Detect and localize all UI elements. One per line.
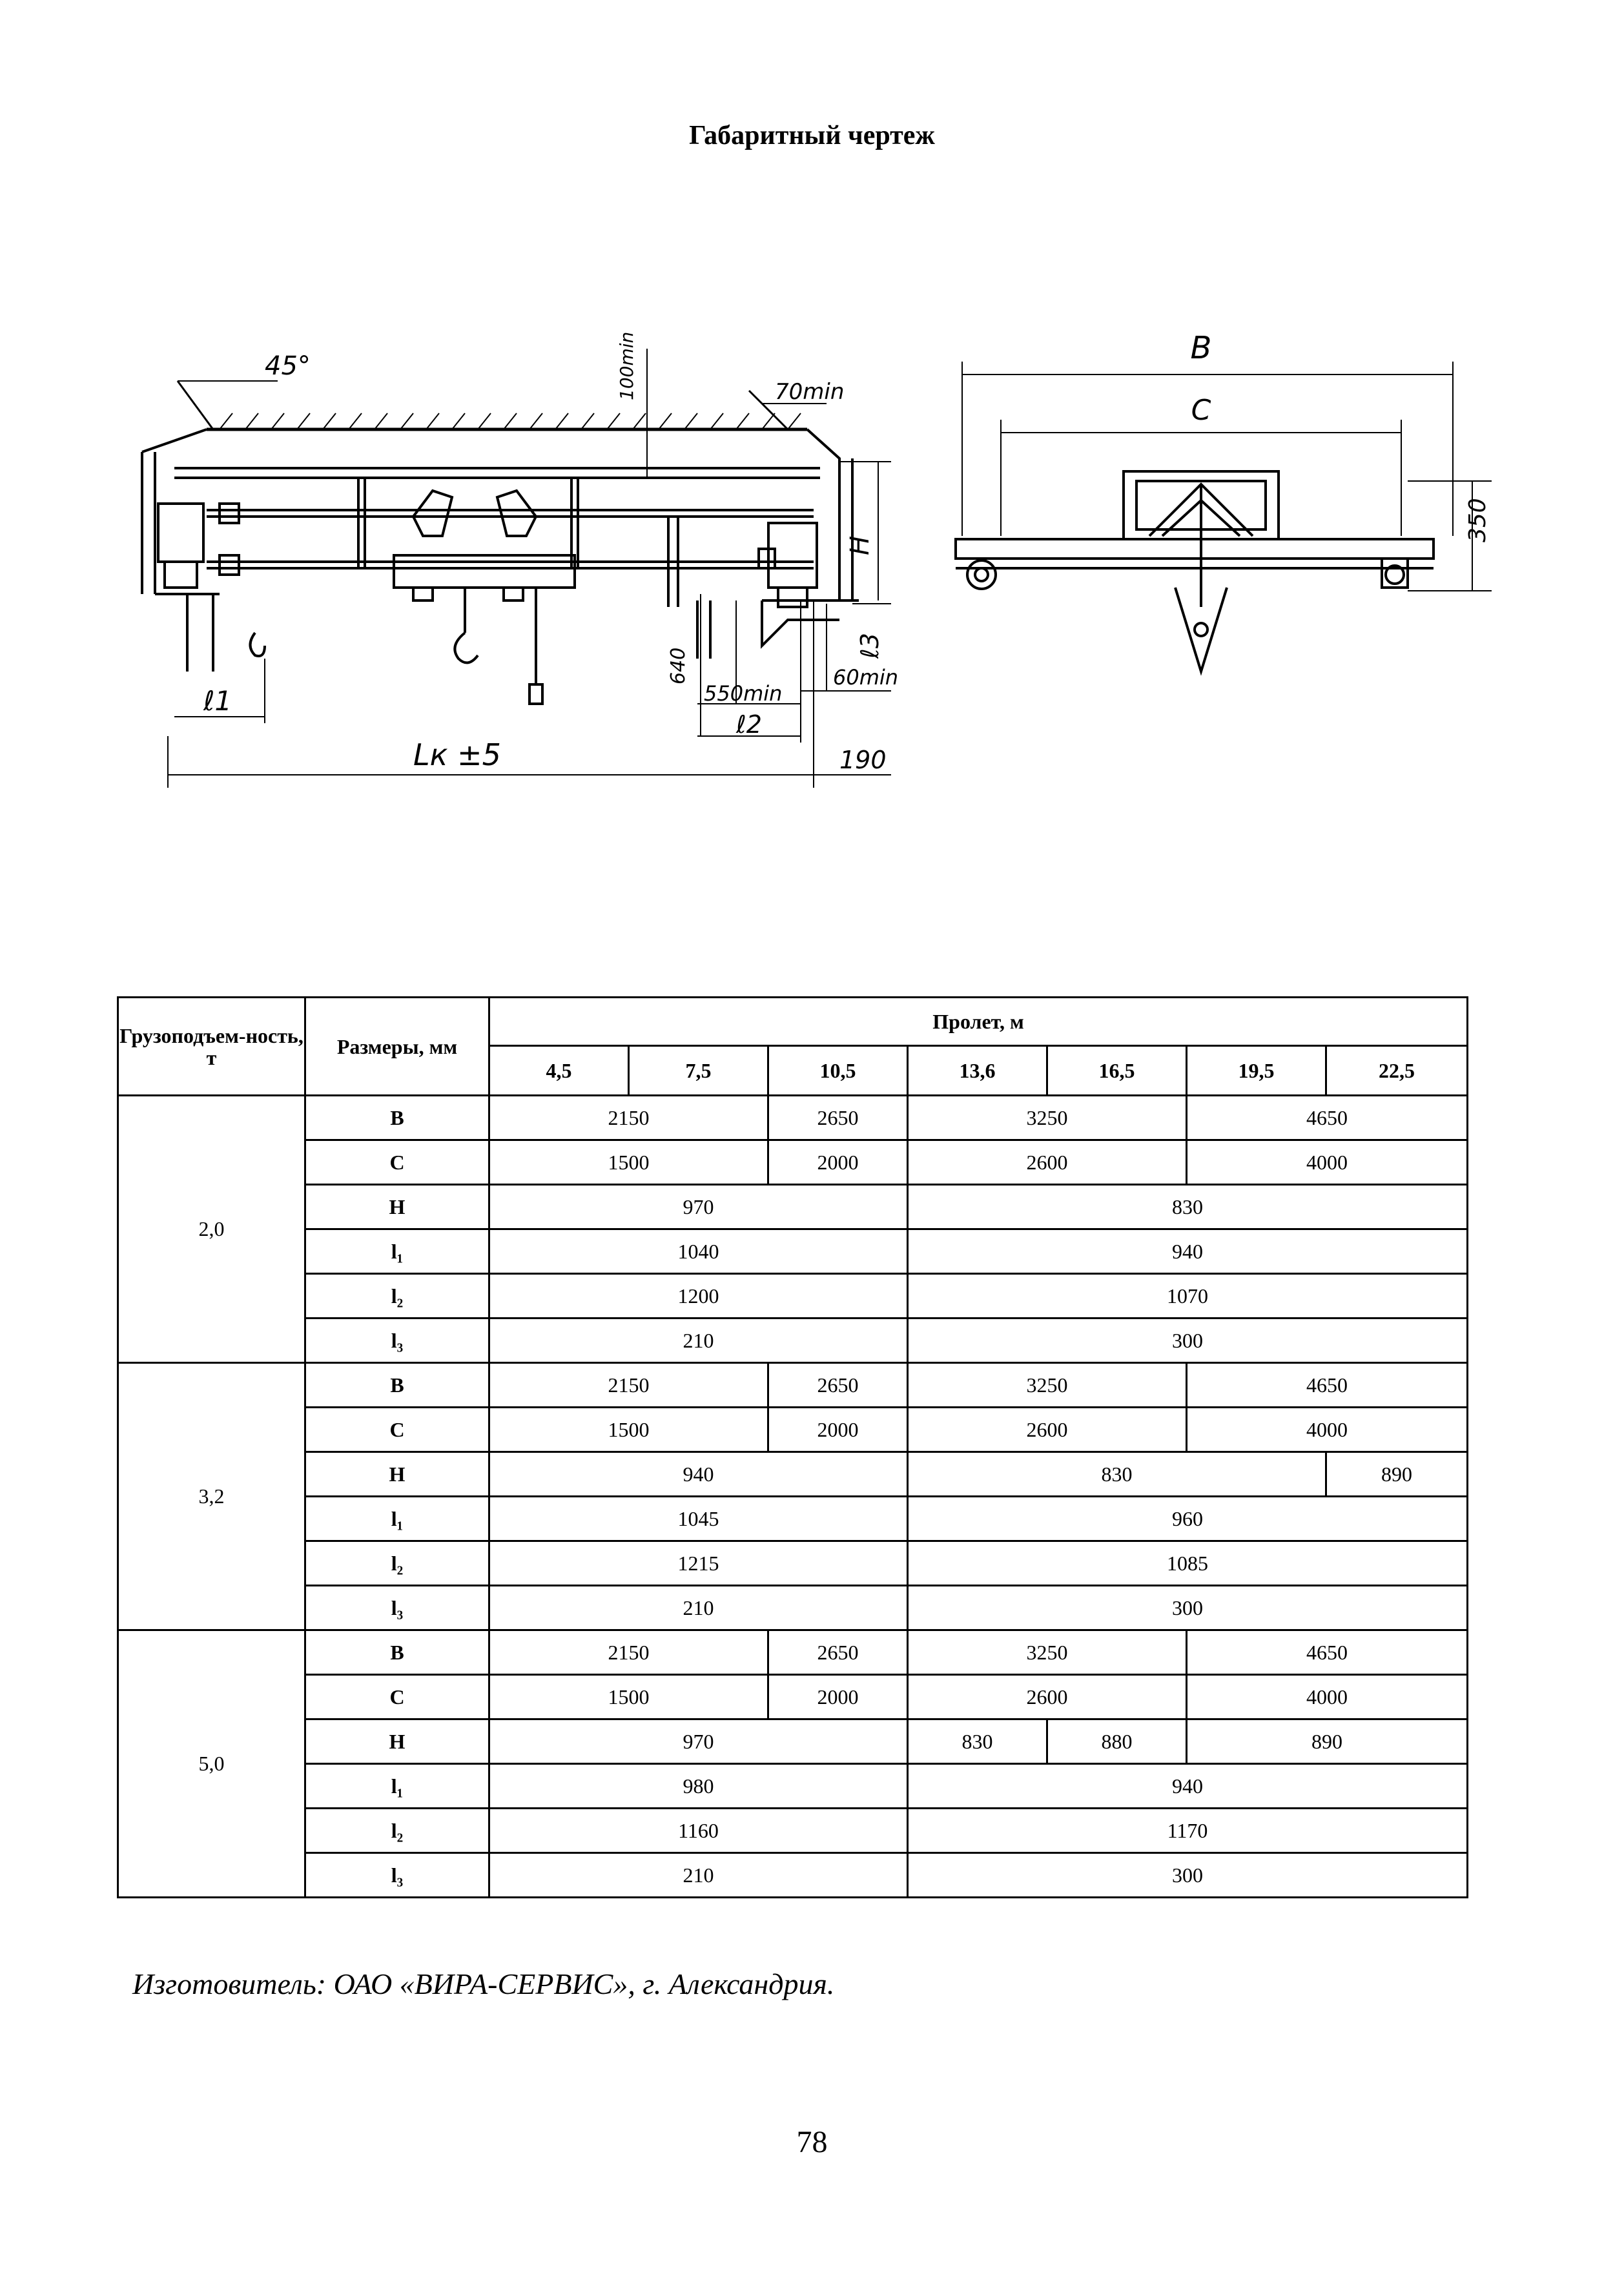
capacity-cell: 2,0 (118, 1096, 305, 1363)
dim-label: B (305, 1096, 489, 1140)
table-cell: 890 (1326, 1452, 1468, 1497)
table-cell: 300 (908, 1319, 1468, 1363)
angle-label: 45° (265, 351, 311, 381)
table-cell: 1045 (489, 1497, 908, 1541)
table-cell: 940 (489, 1452, 908, 1497)
table-cell: 1500 (489, 1408, 768, 1452)
table-cell: 2000 (768, 1408, 908, 1452)
table-cell: 210 (489, 1853, 908, 1898)
table-cell: 2000 (768, 1675, 908, 1719)
table-cell: 3250 (908, 1630, 1187, 1675)
table-row (118, 1853, 1468, 1898)
table-row (118, 1764, 1468, 1809)
manufacturer-note: Изготовитель: ОАО «ВИРА-СЕРВИС», г. Александрия. (132, 1967, 835, 2000)
span-value: 19,5 (1187, 1046, 1326, 1096)
table-cell: 830 (908, 1185, 1468, 1229)
table-cell: 880 (1047, 1719, 1187, 1764)
dim-label: l₁ (305, 1497, 489, 1541)
table-cell: 2150 (489, 1363, 768, 1408)
span-value: 7,5 (629, 1046, 768, 1096)
table-cell: 4650 (1187, 1630, 1468, 1675)
dim-label: C (305, 1675, 489, 1719)
table-row (118, 1719, 1468, 1764)
table-cell: 2150 (489, 1630, 768, 1675)
dim-label: H (305, 1185, 489, 1229)
table-row (118, 1363, 1468, 1408)
dim-label: C (305, 1408, 489, 1452)
dim-label: l₁ (305, 1764, 489, 1809)
table-row (118, 1675, 1468, 1719)
table-cell: 2650 (768, 1630, 908, 1675)
table-cell: 980 (489, 1764, 908, 1809)
span-value: 22,5 (1326, 1046, 1468, 1096)
dim-label: l₂ (305, 1541, 489, 1586)
dim-l2: ℓ2 (736, 710, 762, 739)
dim-label: C (305, 1140, 489, 1185)
table-cell: 2000 (768, 1140, 908, 1185)
table-cell: 300 (908, 1853, 1468, 1898)
table-row (118, 1140, 1468, 1185)
dim-label: H (305, 1452, 489, 1497)
crane-dimension-drawing (116, 323, 1498, 814)
dim-l1: ℓ1 (203, 685, 232, 717)
table-cell: 940 (908, 1229, 1468, 1274)
dim-label: l₃ (305, 1586, 489, 1630)
table-cell: 4000 (1187, 1140, 1468, 1185)
table-row (118, 1229, 1468, 1274)
table-cell: 1070 (908, 1274, 1468, 1319)
dimensions-table (117, 996, 1468, 1898)
table-cell: 2150 (489, 1096, 768, 1140)
table-cell: 1040 (489, 1229, 908, 1274)
table-row (118, 1185, 1468, 1229)
table-row (118, 1541, 1468, 1586)
table-row (118, 1096, 1468, 1140)
table-row (118, 1319, 1468, 1363)
table-cell: 1500 (489, 1140, 768, 1185)
capacity-cell: 5,0 (118, 1630, 305, 1898)
table-cell: 4650 (1187, 1363, 1468, 1408)
dim-70min: 70min (775, 379, 845, 405)
page-title: Габаритный чертеж (689, 121, 935, 150)
table-cell: 890 (1187, 1719, 1468, 1764)
dim-H: H (845, 535, 875, 555)
table-cell: 1500 (489, 1675, 768, 1719)
dim-350: 350 (1465, 498, 1491, 542)
table-cell: 210 (489, 1586, 908, 1630)
table-cell: 210 (489, 1319, 908, 1363)
dim-label: l₂ (305, 1274, 489, 1319)
table-row (118, 1274, 1468, 1319)
table-row (118, 1630, 1468, 1675)
header-capacity: Грузоподъем-ность, т (118, 998, 305, 1096)
dim-label: l₁ (305, 1229, 489, 1274)
table-cell: 4650 (1187, 1096, 1468, 1140)
table-cell: 4000 (1187, 1408, 1468, 1452)
dim-60min: 60min (833, 665, 899, 690)
table-cell: 830 (908, 1719, 1047, 1764)
table-cell: 2600 (908, 1140, 1187, 1185)
table-cell: 2650 (768, 1363, 908, 1408)
table-cell: 1200 (489, 1274, 908, 1319)
dim-Lk: Lк ±5 (413, 737, 501, 772)
table-cell: 830 (908, 1452, 1326, 1497)
table-cell: 970 (489, 1185, 908, 1229)
header-span: Пролет, м (489, 998, 1468, 1046)
dim-l3: ℓ3 (856, 633, 884, 659)
table-row (118, 1408, 1468, 1452)
table-row (118, 1497, 1468, 1541)
dim-label: l₂ (305, 1809, 489, 1853)
table-row (118, 1452, 1468, 1497)
span-value: 10,5 (768, 1046, 908, 1096)
page-number: 78 (796, 2125, 828, 2159)
dim-label: l₃ (305, 1853, 489, 1898)
dim-C: C (1191, 394, 1211, 427)
table-cell: 970 (489, 1719, 908, 1764)
table-row (118, 1586, 1468, 1630)
dim-label: l₃ (305, 1319, 489, 1363)
dim-B: B (1190, 330, 1212, 366)
span-value: 16,5 (1047, 1046, 1187, 1096)
dim-100min: 100min (616, 331, 637, 400)
table-cell: 940 (908, 1764, 1468, 1809)
table-cell: 2600 (908, 1408, 1187, 1452)
table-header-row (118, 998, 1468, 1046)
table-cell: 300 (908, 1586, 1468, 1630)
table-cell: 1170 (908, 1809, 1468, 1853)
dim-640: 640 (667, 647, 690, 684)
table-row (118, 1809, 1468, 1853)
table-cell: 2600 (908, 1675, 1187, 1719)
table-cell: 3250 (908, 1096, 1187, 1140)
dim-label: H (305, 1719, 489, 1764)
capacity-cell: 3,2 (118, 1363, 305, 1630)
dim-label: B (305, 1363, 489, 1408)
table-cell: 1215 (489, 1541, 908, 1586)
table-cell: 3250 (908, 1363, 1187, 1408)
table-cell: 4000 (1187, 1675, 1468, 1719)
table-cell: 1160 (489, 1809, 908, 1853)
span-value: 13,6 (908, 1046, 1047, 1096)
dim-label: B (305, 1630, 489, 1675)
dim-550min: 550min (704, 681, 783, 706)
table-cell: 2650 (768, 1096, 908, 1140)
span-value: 4,5 (489, 1046, 629, 1096)
ceiling-hatching (220, 413, 801, 429)
dim-190: 190 (839, 746, 887, 774)
table-cell: 1085 (908, 1541, 1468, 1586)
header-dimensions: Размеры, мм (305, 998, 489, 1096)
table-cell: 960 (908, 1497, 1468, 1541)
